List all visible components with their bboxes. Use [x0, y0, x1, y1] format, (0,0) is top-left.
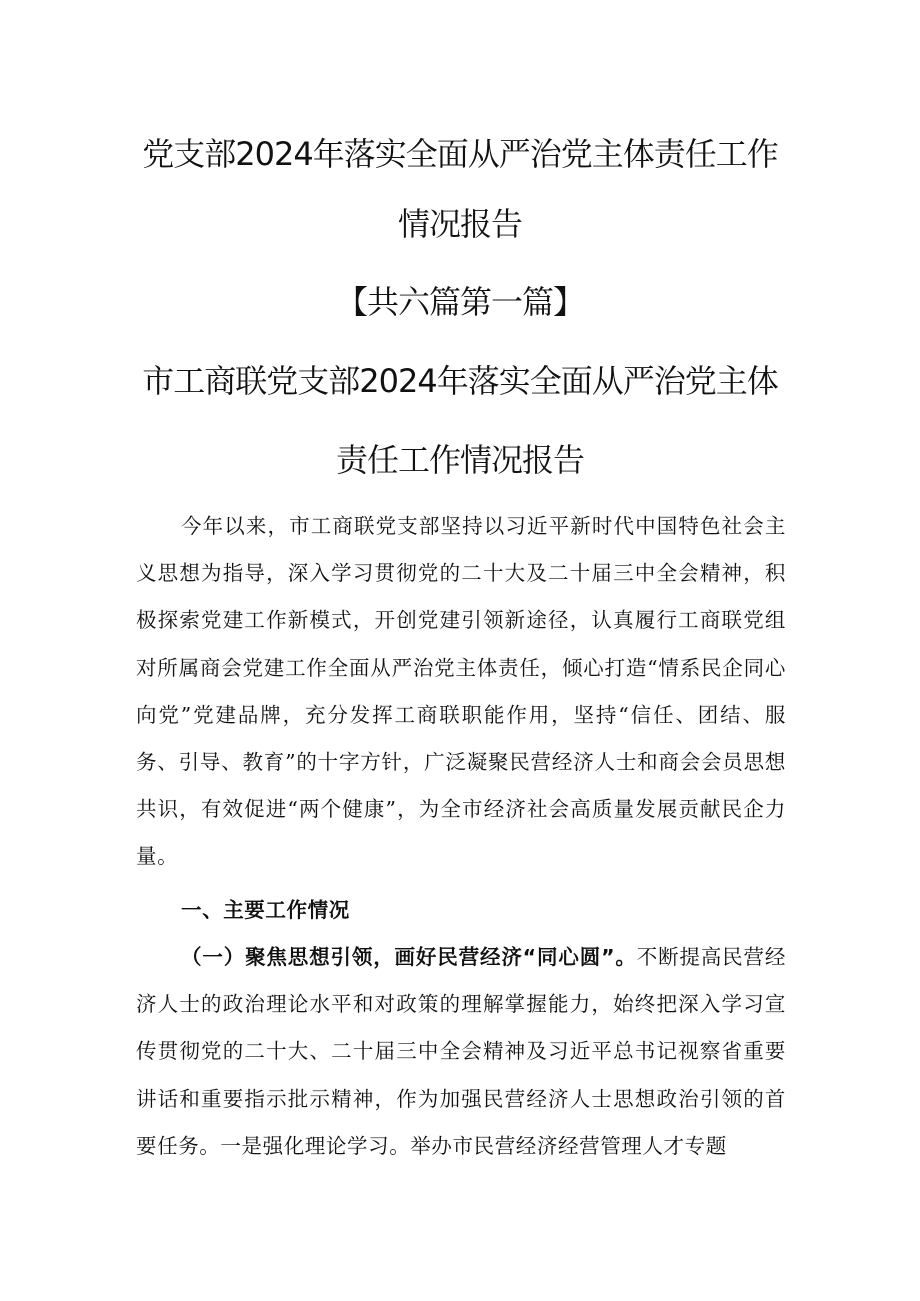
document-title-line-2: 情况报告: [397, 205, 522, 243]
sub-section-body: 不断提高民营经济人士的政治理论水平和对政策的理解掌握能力，始终把深入学习宣传贯彻党的二十大、二十届三中全会精神及习近平总书记视察省重要讲话和重要指示批示精神，作为加强民营经济人士思想政治引领的首要任务。一是强化理论学习。举办市民营经济经营管理人才专题: [136, 945, 786, 1158]
series-label: 【共六篇第一篇】: [335, 283, 584, 321]
document-title-line-1: 党支部2024年落实全面从严治党主体责任工作: [142, 135, 778, 173]
report-title-line-2: 责任工作情况报告: [335, 441, 584, 479]
intro-paragraph: 今年以来，市工商联党支部坚持以习近平新时代中国特色社会主义思想为指导，深入学习贯彻党的二十大及二十届三中全会精神，积极探索党建工作新模式，开创党建引领新途径，认真履行工商联党组对所属商会党建工作全面从严治党主体责任，倾心打造“情系民企同心向党”党建品牌，充分发挥工商联职能作用，坚持“信任、团结、服务、引导、教育”的十字方针，广泛凝聚民营经济人士和商会会员思想共识，有效促进“两个健康”，为全市经济社会高质量发展贡献民企力量。: [136, 514, 786, 869]
report-title-line-1: 市工商联党支部2024年落实全面从严治党主体: [142, 362, 778, 400]
sub-section-paragraph: [136, 934, 786, 1170]
section-heading: 一、主要工作情况: [181, 898, 350, 922]
sub-section-heading: （一）聚焦思想引领，画好民营经济“同心圆”。: [181, 945, 637, 969]
